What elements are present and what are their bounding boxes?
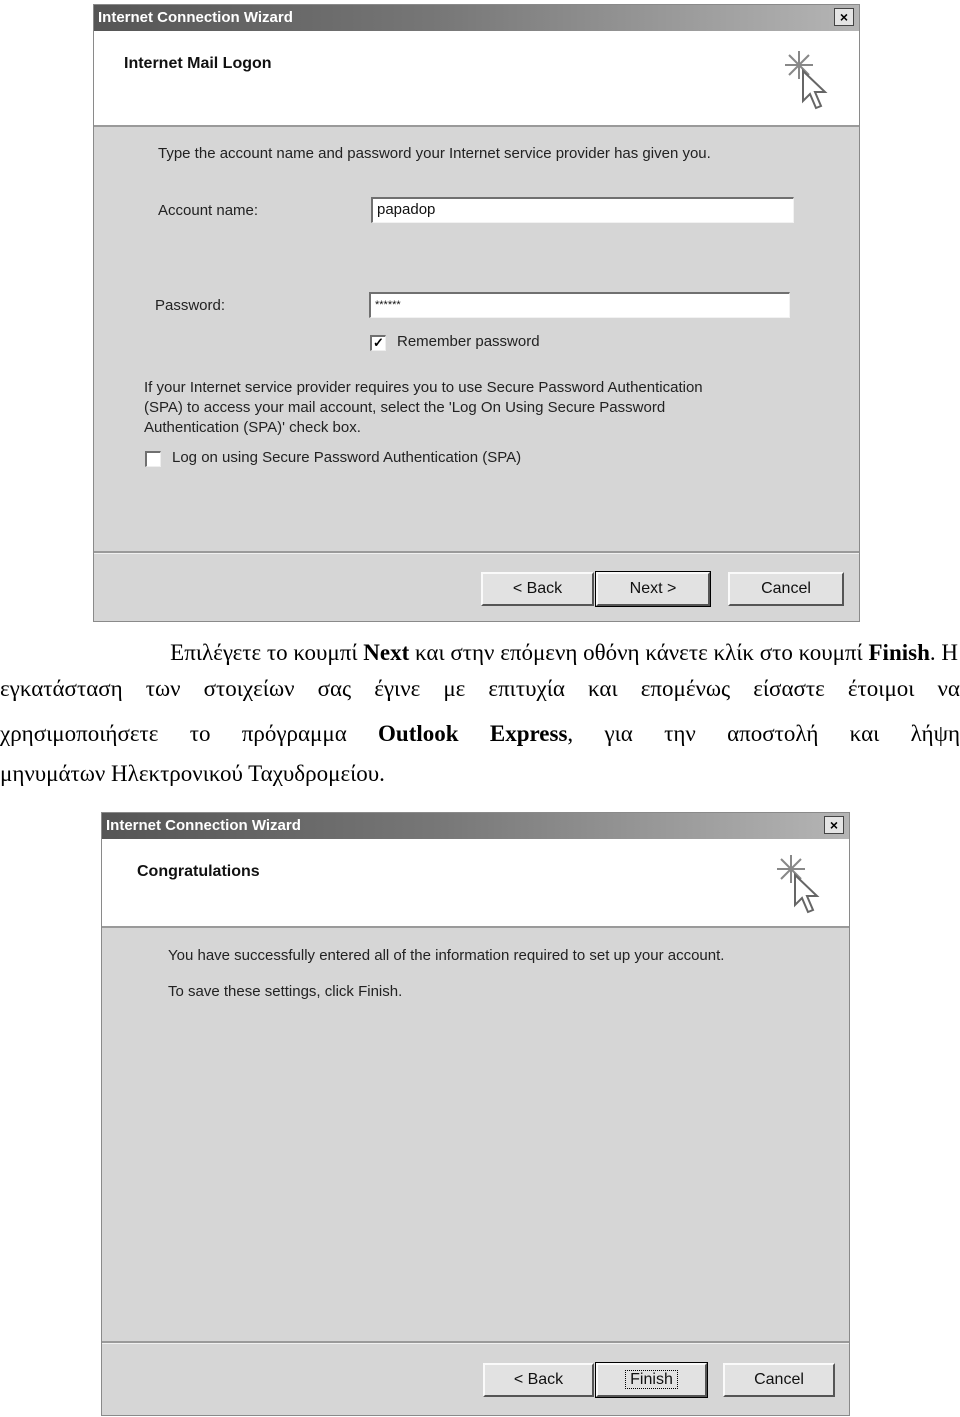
text-segment: , για την αποστολή και λήψη: [567, 721, 960, 746]
cancel-button[interactable]: Cancel: [728, 572, 844, 606]
title-bar: [94, 5, 859, 31]
password-input[interactable]: ******: [369, 292, 790, 318]
window-title: Internet Connection Wizard: [98, 9, 293, 26]
spa-info-line2: (SPA) to access your mail account, select the 'Log On Using Secure Password: [144, 399, 666, 416]
window-title: Internet Connection Wizard: [106, 817, 301, 834]
password-label: Password:: [155, 297, 226, 314]
remember-password-label: Remember password: [397, 333, 540, 350]
cancel-button[interactable]: Cancel: [723, 1363, 835, 1397]
spa-info-line3: Authentication (SPA)' check box.: [144, 419, 361, 436]
wizard-sparkle-cursor-icon: [779, 45, 839, 115]
finish-keyword: Finish: [868, 640, 930, 665]
text-segment: χρησιμοποιήσετε το πρόγραμμα: [0, 721, 379, 746]
next-button[interactable]: [596, 572, 710, 606]
text-segment: . Η: [929, 640, 958, 665]
intro-text: Type the account name and password your Internet service provider has given you.: [158, 145, 711, 162]
spa-checkbox-label: Log on using Secure Password Authentication (SPA): [172, 449, 522, 466]
finish-button-label: Finish: [626, 1371, 677, 1388]
wizard-header: [102, 839, 849, 928]
back-button[interactable]: < Back: [483, 1363, 594, 1397]
account-name-input[interactable]: papadop: [371, 197, 794, 223]
page-title: Internet Mail Logon: [124, 55, 272, 72]
button-divider: [94, 551, 859, 554]
instruction-line-4: μηνυμάτων Ηλεκτρονικού Ταχυδρομείου.: [0, 761, 385, 786]
back-button[interactable]: < Back: [481, 572, 594, 606]
spa-checkbox[interactable]: [145, 451, 161, 467]
wizard-header: [94, 31, 859, 127]
button-divider: [102, 1341, 849, 1344]
outlook-express-keyword: Outlook Express: [378, 721, 568, 746]
finish-button[interactable]: [596, 1363, 707, 1397]
next-button-label: Next >: [629, 580, 677, 597]
remember-password-checkbox[interactable]: ✓: [370, 335, 386, 351]
next-keyword: Next: [363, 640, 410, 665]
congratulations-dialog: [101, 812, 850, 1416]
instruction-line-3: [0, 716, 960, 752]
mail-logon-dialog: [93, 4, 860, 622]
text-segment: Επιλέγετε το κουμπί: [170, 640, 364, 665]
text-segment: και στην επόμενη οθόνη κάνετε κλίκ στο κουμπί: [409, 640, 869, 665]
account-name-label: Account name:: [158, 202, 259, 219]
close-button[interactable]: ×: [824, 816, 844, 834]
success-message: You have successfully entered all of the information required to set up your account.: [168, 947, 725, 964]
spa-info-line1: If your Internet service provider requires you to use Secure Password Authentication: [144, 379, 703, 396]
instruction-line-2: εγκατάσταση των στοιχείων σας έγινε με επιτυχία και επομένως είσαστε έτοιμοι να: [0, 676, 960, 701]
close-button[interactable]: ×: [834, 8, 854, 26]
save-instruction: To save these settings, click Finish.: [168, 983, 403, 1000]
page-title: Congratulations: [137, 863, 260, 880]
instruction-line-1: [0, 635, 960, 671]
wizard-sparkle-cursor-icon: [771, 849, 831, 919]
title-bar: [102, 813, 849, 839]
